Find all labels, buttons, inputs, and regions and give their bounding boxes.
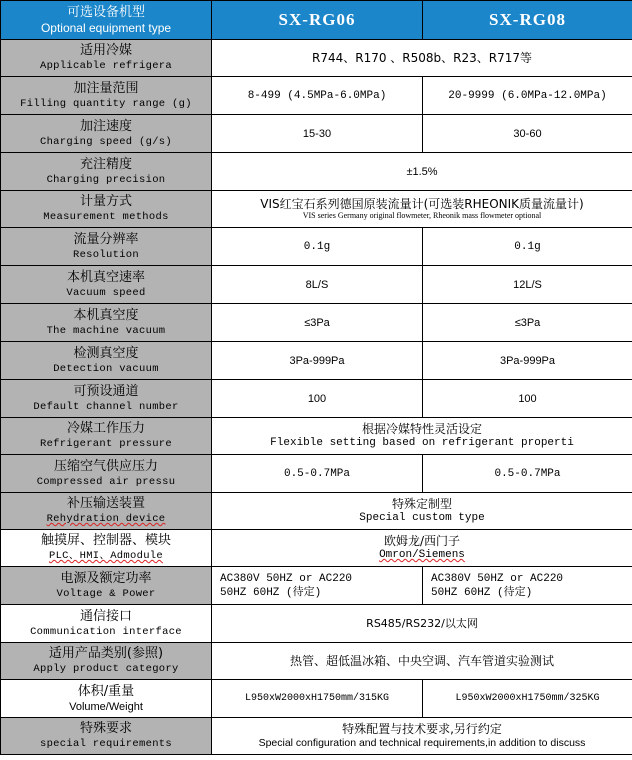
row-value-b [423, 455, 632, 493]
row-value-b [423, 342, 632, 380]
table-row [1, 304, 632, 342]
row-value-a [212, 115, 423, 153]
value-text: ≤3Pa [304, 316, 330, 329]
value-text-line2: 50HZ 60HZ (待定) [431, 586, 533, 599]
value-text: 20-9999 (6.0MPa-12.0MPa) [448, 89, 607, 102]
row-value-b [423, 567, 632, 605]
row-value-merged [212, 418, 632, 455]
value-text: 8L/S [305, 278, 329, 291]
table-row [1, 40, 632, 77]
row-label-zh: 计量方式 [79, 194, 132, 209]
row-label-zh: 充注精度 [79, 156, 132, 172]
value-subtext: Special configuration and technical requirements,in addition to discuss [258, 737, 586, 749]
value-text: 8-499 (4.5MPa-6.0MPa) [247, 89, 387, 102]
row-label-zh: 特殊要求 [79, 721, 132, 736]
row-label-en: Measurement methods [43, 211, 169, 223]
row-label-en: Voltage & Power [56, 587, 156, 600]
table-row [1, 115, 632, 153]
row-label [1, 605, 212, 643]
value-subtext: Special custom type [359, 512, 485, 524]
row-label-zh: 本机真空度 [73, 307, 139, 323]
table-row [1, 680, 632, 718]
row-label-en: The machine vacuum [46, 324, 166, 337]
value-text: AC380V 50HZ or AC220 [431, 572, 564, 585]
row-label-en: Vacuum speed [66, 286, 146, 299]
row-value-a [212, 680, 423, 718]
row-label-zh: 体积/重量 [77, 683, 135, 699]
value-text: 0.5-0.7MPa [283, 467, 350, 480]
value-text: 欧姆龙/西门子 [383, 534, 461, 548]
row-label-en: PLC、HMI、Admodule [48, 550, 163, 562]
value-text: R744、R170 、R508b、R23、R717等 [311, 51, 532, 65]
table-header-row [1, 1, 632, 40]
row-value-b [423, 680, 632, 718]
table-row [1, 228, 632, 266]
value-text: 100 [307, 392, 327, 405]
row-value-b [423, 77, 632, 115]
value-text: L950xW2000xH1750mm/315KG [244, 692, 390, 704]
row-label-zh: 检测真空度 [73, 345, 139, 361]
row-value-merged [212, 718, 632, 755]
row-label [1, 493, 212, 530]
table-row [1, 191, 632, 228]
table-row [1, 567, 632, 605]
value-text: 根据冷媒特性灵活设定 [361, 422, 482, 436]
row-value-a [212, 567, 423, 605]
table-row [1, 342, 632, 380]
row-label [1, 342, 212, 380]
row-label-zh: 压缩空气供应压力 [53, 458, 158, 474]
row-label-en: Resolution [72, 248, 139, 261]
row-label-en: Detection vacuum [53, 362, 159, 375]
row-label-en: Apply product category [33, 663, 179, 675]
row-value-a [212, 228, 423, 266]
value-text: 30-60 [513, 127, 542, 140]
row-label [1, 115, 212, 153]
row-label [1, 153, 212, 191]
row-value-merged [212, 605, 632, 643]
row-value-a [212, 77, 423, 115]
row-label-zh: 适用冷媒 [79, 43, 132, 58]
table-row [1, 718, 632, 755]
row-label-zh: 冷媒工作压力 [66, 421, 145, 436]
row-value-merged [212, 643, 632, 680]
row-label-en: Default channel number [33, 400, 179, 413]
value-text: ±1.5% [406, 165, 438, 178]
row-label-en: Refrigerant pressure [39, 438, 173, 450]
row-label-en: Charging precision [46, 173, 166, 186]
row-label-zh: 流量分辨率 [73, 231, 139, 247]
table-row [1, 605, 632, 643]
row-label-zh: 加注量范围 [73, 80, 139, 96]
value-text: VIS红宝石系列德国原装流量计(可选装RHEONIK质量流量计) [260, 197, 584, 211]
value-text: 特殊配置与技术要求,另行约定 [342, 722, 502, 736]
row-label-zh: 本机真空速率 [66, 269, 145, 285]
row-label [1, 567, 212, 605]
row-label [1, 380, 212, 418]
value-text: ≤3Pa [514, 316, 541, 329]
row-label-zh: 补压输送装置 [66, 496, 145, 511]
value-text: RS485/RS232/以太网 [366, 616, 478, 630]
value-text: 特殊定制型 [391, 497, 452, 511]
value-text: AC380V 50HZ or AC220 [220, 572, 353, 585]
row-value-b [423, 380, 632, 418]
row-label-en: Rehydration device [46, 513, 166, 525]
value-text: 3Pa-999Pa [499, 354, 556, 367]
row-value-b [423, 266, 632, 304]
value-subtext: VIS series Germany original flowmeter, Rheonik mass flowmeter optional [302, 211, 542, 220]
row-label-zh: 加注速度 [79, 118, 132, 134]
value-text: L950xW2000xH1750mm/325KG [455, 692, 600, 704]
row-value-merged [212, 153, 632, 191]
row-label [1, 77, 212, 115]
value-text: 热管、超低温冰箱、中央空调、汽车管道实验测试 [289, 654, 554, 668]
table-row [1, 153, 632, 191]
row-label-zh: 可预设通道 [73, 383, 139, 399]
row-label-zh: 通信接口 [79, 608, 132, 624]
value-text: 0.1g [303, 240, 331, 253]
row-label-zh: 电源及额定功率 [60, 570, 152, 586]
row-value-a [212, 266, 423, 304]
row-label-zh: 适用产品类别(参照) [48, 646, 164, 661]
value-subtext: Flexible setting based on refrigerant properti [270, 437, 574, 449]
row-value-b [423, 304, 632, 342]
table-row [1, 493, 632, 530]
row-label-en: Filling quantity range (g) [20, 97, 192, 110]
table-row [1, 643, 632, 680]
row-value-b [423, 115, 632, 153]
row-value-a [212, 342, 423, 380]
row-label [1, 680, 212, 718]
row-value-merged [212, 530, 632, 567]
value-text: 100 [518, 392, 537, 405]
model-b-header: SX-RG08 [423, 1, 632, 40]
table-row [1, 418, 632, 455]
table-row [1, 266, 632, 304]
row-label [1, 40, 212, 77]
model-a-header: SX-RG06 [212, 1, 423, 40]
value-text: 0.5-0.7MPa [494, 467, 561, 480]
row-label-en: Applicable refrigera [39, 60, 173, 72]
table-row [1, 380, 632, 418]
row-label-en: Communication interface [30, 625, 182, 638]
value-text: 12L/S [513, 278, 542, 291]
row-value-merged [212, 493, 632, 530]
row-value-merged [212, 40, 632, 77]
value-text: 15-30 [302, 127, 332, 140]
row-value-b [423, 228, 632, 266]
row-label [1, 718, 212, 755]
header-label-en: Optional equipment type [40, 21, 172, 35]
row-label [1, 418, 212, 455]
value-text: 3Pa-999Pa [289, 354, 345, 367]
value-text: 0.1g [514, 240, 541, 253]
row-label [1, 643, 212, 680]
table-row [1, 530, 632, 567]
table-row [1, 77, 632, 115]
row-label-en: Volume/Weight [69, 700, 143, 713]
row-label-en: Compressed air pressu [36, 475, 176, 488]
header-label-cell [1, 1, 212, 40]
header-label-zh: 可选设备机型 [66, 5, 145, 20]
row-label [1, 455, 212, 493]
value-text-line2: 50HZ 60HZ (待定) [220, 586, 322, 599]
row-value-a [212, 455, 423, 493]
table-row [1, 455, 632, 493]
row-value-merged [212, 191, 632, 228]
row-value-a [212, 380, 423, 418]
row-label [1, 304, 212, 342]
row-label [1, 530, 212, 567]
row-value-a [212, 304, 423, 342]
row-label [1, 228, 212, 266]
row-label-zh: 触摸屏、控制器、模块 [40, 533, 171, 548]
row-label [1, 191, 212, 228]
value-subtext: Omron/Siemens [379, 549, 465, 561]
row-label-en: Charging speed (g/s) [39, 135, 173, 148]
row-label [1, 266, 212, 304]
row-label-en: special requirements [39, 738, 173, 750]
